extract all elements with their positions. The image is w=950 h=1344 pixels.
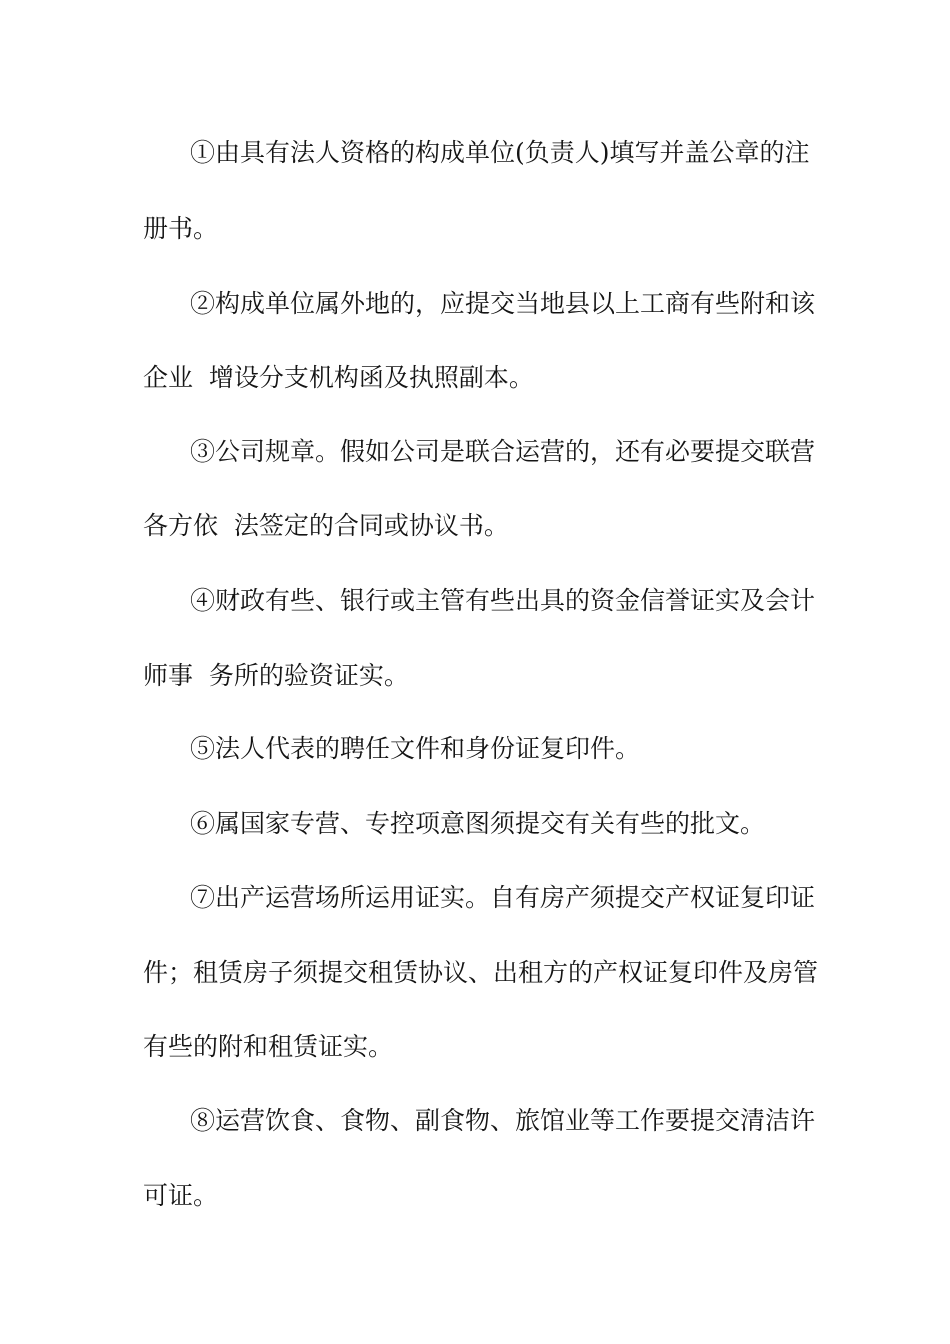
- paragraph-3-line-2: 各方依 法签定的合同或协议书。: [143, 511, 509, 540]
- paragraph-4-line-1: ④财政有些、银行或主管有些出具的资金信誉证实及会计: [190, 586, 816, 615]
- paragraph-1-line-2: 册书。: [143, 214, 219, 243]
- paragraph-7-line-1: ⑦出产运营场所运用证实。自有房产须提交产权证复印证: [190, 883, 816, 912]
- paragraph-7-line-2: 件；租赁房子须提交租赁协议、出租方的产权证复印件及房管: [143, 958, 819, 987]
- paragraph-7-line-3: 有些的附和租赁证实。: [143, 1032, 394, 1061]
- paragraph-5-line-1: ⑤法人代表的聘任文件和身份证复印件。: [190, 734, 641, 763]
- paragraph-6-line-1: ⑥属国家专营、专控项意图须提交有关有些的批文。: [190, 809, 766, 838]
- paragraph-8-line-1: ⑧运营饮食、食物、副食物、旅馆业等工作要提交清洁许: [190, 1106, 816, 1135]
- paragraph-4-line-2: 师事 务所的验资证实。: [143, 661, 409, 690]
- paragraph-3-line-1: ③公司规章。假如公司是联合运营的，还有必要提交联营: [190, 437, 816, 466]
- paragraph-2-line-2: 企业 增设分支机构函及执照副本。: [143, 363, 534, 392]
- paragraph-8-line-2: 可证。: [143, 1181, 219, 1210]
- paragraph-2-line-1: ②构成单位属外地的，应提交当地县以上工商有些附和该: [190, 289, 816, 318]
- paragraph-1-line-1: ①由具有法人资格的构成单位(负责人)填写并盖公章的注: [190, 138, 810, 167]
